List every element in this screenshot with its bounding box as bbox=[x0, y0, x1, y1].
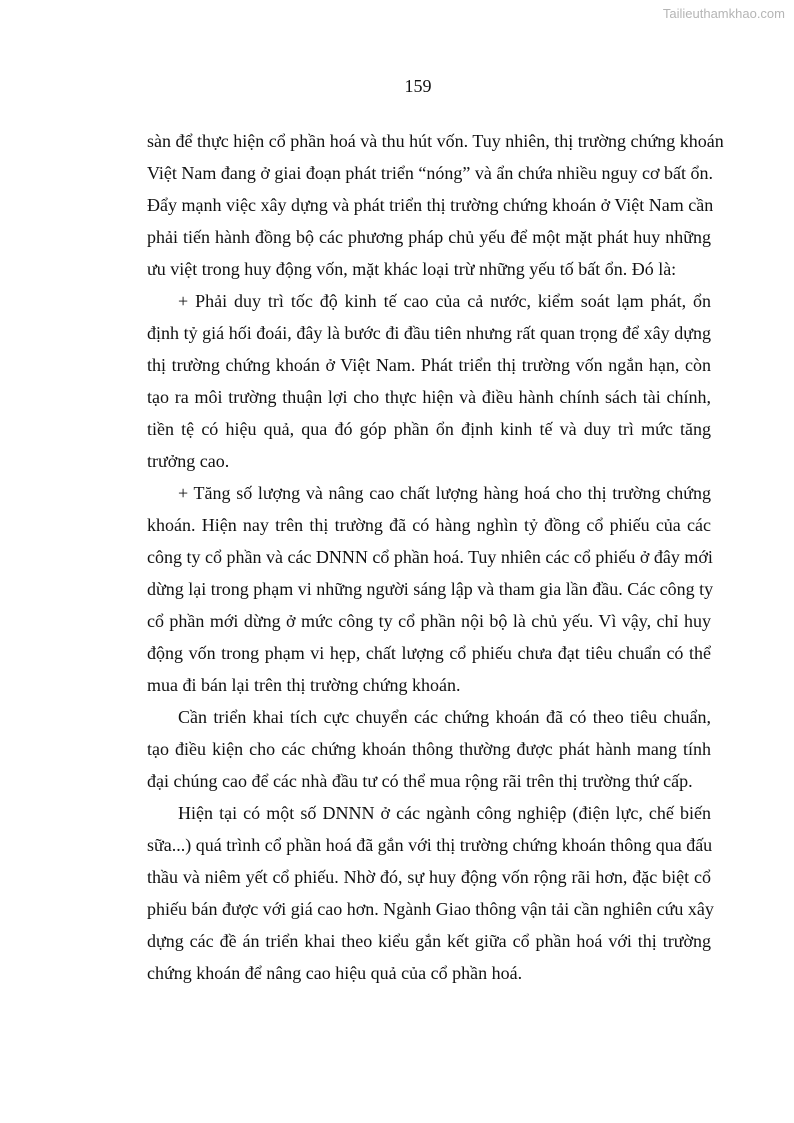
text-line: + Tăng số lượng và nâng cao chất lượng hàng hoá cho thị trường chứng bbox=[178, 483, 711, 503]
text-line: tạo ra môi trường thuận lợi cho thực hiện và điều hành chính sách tài chính, bbox=[147, 387, 711, 407]
paragraph bbox=[147, 701, 711, 797]
text-line: sàn để thực hiện cổ phần hoá và thu hút vốn. Tuy nhiên, thị trường chứng khoán bbox=[147, 131, 724, 151]
text-line: công ty cổ phần và các DNNN cổ phần hoá. Tuy nhiên các cổ phiếu ở đây mới bbox=[147, 547, 713, 567]
text-line: Đẩy mạnh việc xây dựng và phát triển thị trường chứng khoán ở Việt Nam cần bbox=[147, 195, 714, 215]
text-line: đại chúng cao để các nhà đầu tư có thể mua rộng rãi trên thị trường thứ cấp. bbox=[147, 771, 693, 791]
text-line: chứng khoán để nâng cao hiệu quả của cổ phần hoá. bbox=[147, 963, 523, 983]
document-body bbox=[147, 125, 724, 989]
text-line: dừng lại trong phạm vi những người sáng lập và tham gia lần đầu. Các công ty bbox=[147, 579, 714, 599]
text-line: mua đi bán lại trên thị trường chứng khoán. bbox=[147, 675, 461, 695]
text-line: tạo điều kiện cho các chứng khoán thông thường được phát hành mang tính bbox=[147, 739, 711, 759]
paragraph bbox=[147, 797, 714, 989]
paragraph bbox=[147, 477, 714, 701]
text-line: Cần triển khai tích cực chuyển các chứng khoán đã có theo tiêu chuẩn, bbox=[178, 707, 711, 727]
text-line: khoán. Hiện nay trên thị trường đã có hàng nghìn tỷ đồng cổ phiếu của các bbox=[147, 515, 711, 535]
text-line: phiếu bán được với giá cao hơn. Ngành Giao thông vận tải cần nghiên cứu xây bbox=[147, 899, 714, 919]
text-line: động vốn trong phạm vi hẹp, chất lượng cổ phiếu chưa đạt tiêu chuẩn có thể bbox=[147, 643, 711, 663]
text-line: dựng các đề án triển khai theo kiểu gắn kết giữa cổ phần hoá với thị trường bbox=[147, 931, 711, 951]
text-line: sữa...) quá trình cổ phần hoá đã gắn với thị trường chứng khoán thông qua đấu bbox=[147, 835, 713, 855]
text-line: cổ phần mới dừng ở mức công ty cổ phần nội bộ là chủ yếu. Vì vậy, chỉ huy bbox=[147, 611, 711, 631]
text-line: Việt Nam đang ở giai đoạn phát triển “nóng” và ẩn chứa nhiều nguy cơ bất ổn. bbox=[147, 163, 714, 183]
paragraph bbox=[147, 125, 724, 285]
text-line: ưu việt trong huy động vốn, mặt khác loại trừ những yếu tố bất ổn. Đó là: bbox=[147, 259, 677, 279]
page-number: 159 bbox=[404, 76, 432, 96]
text-line: tiền tệ có hiệu quả, qua đó góp phần ổn định kinh tế và duy trì mức tăng bbox=[147, 419, 711, 439]
text-line: thị trường chứng khoán ở Việt Nam. Phát triển thị trường vốn ngắn hạn, còn bbox=[147, 355, 711, 375]
text-line: trưởng cao. bbox=[147, 451, 230, 471]
paragraph bbox=[147, 285, 711, 477]
text-line: thầu và niêm yết cổ phiếu. Nhờ đó, sự huy động vốn rộng rãi hơn, đặc biệt cổ bbox=[147, 867, 711, 887]
text-line: Hiện tại có một số DNNN ở các ngành công nghiệp (điện lực, chế biến bbox=[178, 803, 711, 823]
text-line: phải tiến hành đồng bộ các phương pháp chủ yếu để một mặt phát huy những bbox=[147, 227, 711, 247]
watermark: Tailieuthamkhao.com bbox=[662, 6, 785, 21]
text-line: định tỷ giá hối đoái, đây là bước đi đầu tiên nhưng rất quan trọng để xây dựng bbox=[147, 323, 711, 343]
text-line: + Phải duy trì tốc độ kinh tế cao của cả nước, kiểm soát lạm phát, ổn bbox=[178, 291, 711, 311]
